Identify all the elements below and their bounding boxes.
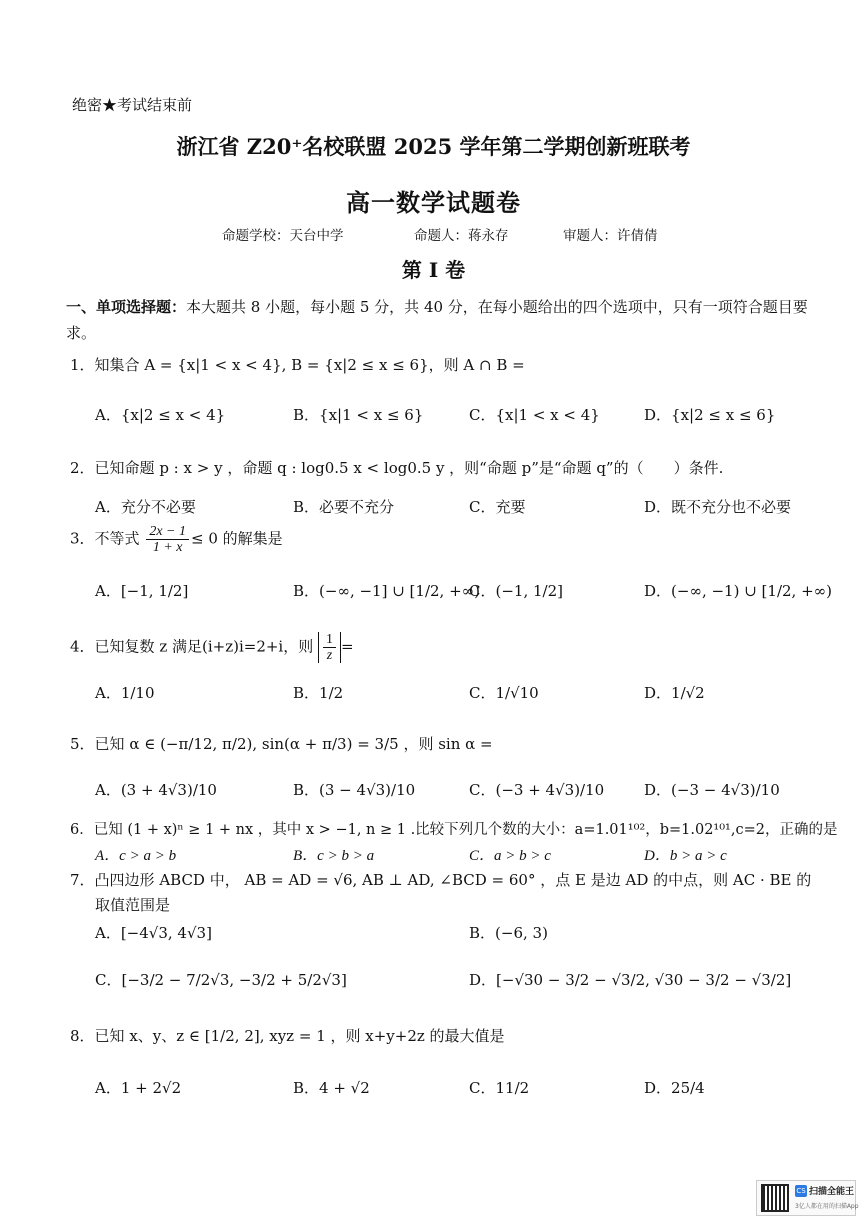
question-8	[70, 1025, 505, 1046]
question-5	[70, 733, 493, 754]
camscanner-logo-icon: CS	[796, 1187, 806, 1195]
question-7	[70, 869, 811, 890]
question-4	[70, 632, 354, 663]
option-c: C．a > b > c	[469, 848, 551, 864]
question-number: 1．	[70, 356, 95, 374]
reviewer-label: 审题人：许倩倩	[563, 228, 658, 244]
option-b: B．4 + √2	[293, 1079, 370, 1097]
question-7-line2: 取值范围是	[95, 896, 171, 914]
question-number: 6．	[70, 822, 94, 838]
confidential-label: 绝密★考试结束前	[72, 96, 193, 114]
question-stem-suffix: ≤ 0 的解集是	[191, 529, 283, 548]
option-c: C．(−1, 1/2]	[469, 582, 563, 600]
option-c: C．[−3/2 − 7/2√3, −3/2 + 5/2√3]	[95, 971, 347, 989]
question-6	[70, 818, 837, 839]
option-c: C．{x|1 < x < 4}	[469, 406, 600, 424]
option-a: A．(3 + 4√3)/10	[95, 781, 217, 799]
volume-heading: 第 I 卷	[401, 258, 466, 282]
scanner-app-name: 扫描全能王	[809, 1187, 855, 1197]
author-label: 命题人：蒋永存	[414, 228, 509, 244]
option-c: C．11/2	[469, 1079, 530, 1097]
question-stem: 已知 (1 + x)ⁿ ≥ 1 + nx ，其中 x > −1, n ≥ 1 .比较下列几个数的大小：a=1.01¹⁰²，b=1.02¹⁰¹,c=2，正确的是	[93, 822, 838, 838]
question-stem: 凸四边形 ABCD 中， AB = AD = √6, AB ⊥ AD, ∠BCD = 60° ，点 E 是边 AD 的中点，则 AC · BE 的	[94, 871, 812, 889]
scanner-app-tagline: 3亿人都在用的扫描App	[795, 1203, 859, 1210]
option-a: A．1/10	[95, 684, 155, 702]
question-3	[70, 524, 283, 555]
question-number: 7．	[70, 871, 95, 889]
option-b: B．(3 − 4√3)/10	[293, 781, 416, 799]
question-stem: 已知 α ∈ (−π/12, π/2), sin(α + π/3) = 3/5 ，则 sin α =	[94, 735, 493, 753]
option-d: D．既不充分也不必要	[644, 498, 792, 516]
option-a: A．充分不必要	[95, 498, 196, 516]
exam-title: 浙江省 Z20⁺名校联盟 2025 学年第二学期创新班联考	[176, 134, 691, 159]
question-1	[70, 354, 525, 375]
scanner-watermark	[756, 1180, 859, 1216]
option-b: B．1/2	[293, 684, 344, 702]
option-d: D．1/√2	[644, 684, 705, 702]
option-d: D．{x|2 ≤ x ≤ 6}	[644, 406, 776, 424]
section-heading	[66, 294, 826, 346]
exam-subtitle: 高一数学试题卷	[346, 188, 521, 217]
question-number: 5．	[70, 735, 95, 753]
option-b: B．c > b > a	[293, 848, 375, 864]
option-a: A．[−4√3, 4√3]	[95, 924, 212, 942]
option-d: D．b > a > c	[644, 848, 727, 864]
option-b: B．(−∞, −1] ∪ [1/2, +∞)	[293, 582, 480, 600]
option-c: C．1/√10	[469, 684, 539, 702]
inequality-fraction: $\frac{2x - 1}{1 + x}$	[146, 524, 189, 555]
option-a: A．c > a > b	[95, 848, 177, 864]
abs-value-bars: $\frac{1}{z}$	[318, 632, 341, 663]
question-2	[70, 457, 723, 478]
option-c: C．充要	[469, 498, 526, 516]
option-b: B．必要不充分	[293, 498, 395, 516]
question-number: 8．	[70, 1027, 95, 1045]
section-text: 本大题共 8 小题，每小题 5 分，共 40 分，在每小题给出的四个选项中，只有一项符合题目要求。	[66, 298, 808, 342]
school-label: 命题学校：天台中学	[222, 228, 344, 244]
option-a: A．1 + 2√2	[95, 1079, 182, 1097]
option-d: D．(−∞, −1) ∪ [1/2, +∞)	[644, 582, 832, 600]
question-stem: 不等式	[94, 529, 140, 548]
option-d: D．[−√30 − 3/2 − √3/2, √30 − 3/2 − √3/2]	[469, 971, 792, 989]
question-stem: 已知 x、y、z ∈ [1/2, 2], xyz = 1 ，则 x+y+2z 的最大值是	[94, 1027, 505, 1045]
option-a: A．[−1, 1/2]	[95, 582, 189, 600]
question-number: 3．	[70, 529, 95, 548]
option-b: B．{x|1 < x ≤ 6}	[293, 406, 424, 424]
section-label: 一、单项选择题：	[66, 298, 187, 316]
option-b: B．(−6, 3)	[469, 924, 548, 942]
question-number: 4．	[70, 637, 95, 656]
question-stem-suffix: =	[341, 637, 354, 656]
qr-code-icon	[761, 1184, 789, 1212]
option-d: D．25/4	[644, 1079, 705, 1097]
question-stem: 已知复数 z 满足(i+z)i=2+i，则	[94, 637, 314, 656]
option-c: C．(−3 + 4√3)/10	[469, 781, 605, 799]
question-stem: 已知命题 p : x > y ，命题 q : log0.5 x < log0.5 y ，则“命题 p”是“命题 q”的（ ）条件.	[94, 459, 724, 477]
option-a: A．{x|2 ≤ x < 4}	[95, 406, 226, 424]
question-stem: 知集合 A = {x|1 < x < 4}, B = {x|2 ≤ x ≤ 6}，则 A ∩ B =	[94, 356, 525, 374]
question-number: 2．	[70, 459, 95, 477]
option-d: D．(−3 − 4√3)/10	[644, 781, 780, 799]
